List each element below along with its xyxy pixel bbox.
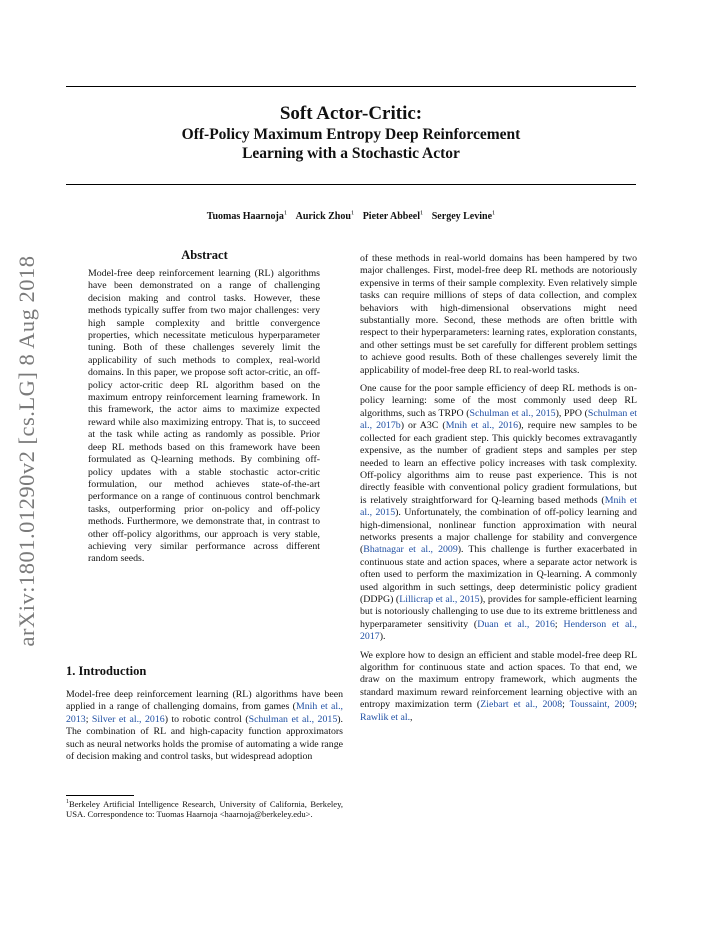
title-block <box>66 103 636 163</box>
right-column <box>360 253 637 730</box>
citation-link[interactable]: Ziebart et al., 2008 <box>480 699 563 711</box>
intro-paragraph: One cause for the poor sample efficiency of deep RL methods is on-policy learning: some of the most commonly used deep RL algorithms, such as TRPO (Schulman et al., 2015), PPO (Schulman et al., 2017b) or A3C (Mnih et al., 2016), require new samples to be collected for each gradient step. This quickly becomes extravagantly expensive, as the number of gradient steps and samples per step needed to learn an effective policy increases with task complexity. Off-policy algorithms aim to reuse past experience. This is not directly feasible with conventional policy gradient formulations, but is relatively straightforward for Q-learning based methods (Mnih et al., 2015). Unfortunately, the combination of off-policy learning and high-dimensional, nonlinear function approximation with neural networks presents a major challenge for stability and convergence (Bhatnagar et al., 2009). This challenge is further exacerbated in continuous state and action spaces, where a separate actor network is often used to perform the maximization in Q-learning. A commonly used algorithm in such settings, deep deterministic policy gradient (DDPG) (Lillicrap et al., 2015), provides for sample-efficient learning but is notoriously challenging to use due to its extreme brittleness and hyperparameter sensitivity (Duan et al., 2016; Henderson et al., 2017). <box>360 383 637 643</box>
abstract-heading: Abstract <box>181 248 228 262</box>
author: Pieter Abbeel$^1$ <box>362 210 424 223</box>
author: Aurick Zhou$^1$ <box>295 210 355 223</box>
abstract-body: Model-free deep reinforcement learning (RL) algorithms have been demonstrated on a range of challenging decision making and control tasks. However, these methods typically suffer from two major challenges: very high sample complexity and brittle convergence properties, which necessitate meticulous hyperparameter tuning. Both of these challenges severely limit the applicability of such methods to complex, real-world domains. In this paper, we propose soft actor-critic, an off-policy actor-critic deep RL algorithm based on the maximum entropy reinforcement learning framework. In this framework, the actor aims to maximize expected reward while also maximizing entropy. That is, to succeed at the task while acting as randomly as possible. Prior deep RL methods based on this framework have been formulated as Q-learning methods. By combining off-policy updates with a stable stochastic actor-critic formulation, our method achieves state-of-the-art performance on a range of continuous control benchmark tasks, outperforming prior on-policy and off-policy methods. Furthermore, we demonstrate that, in contrast to other off-policy algorithms, our approach is very stable, achieving very similar performance across different random seeds. <box>88 268 320 565</box>
left-column-intro <box>66 689 343 769</box>
citation-link[interactable]: Toussaint, 2009 <box>569 699 635 711</box>
intro-paragraph: of these methods in real-world domains has been hampered by two major challenges. First, model-free deep RL methods are notoriously expensive in terms of their sample complexity. Even relatively simple tasks can require millions of steps of data collection, and complex behaviors with high-dimensional observations might need substantially more. Second, these methods are often brittle with respect to their hyperparameters: learning rates, exploration constants, and other settings must be set carefully for different problem settings to achieve good results. Both of these challenges severely limit the applicability of model-free deep RL to real-world tasks. <box>360 253 637 376</box>
citation-link[interactable]: Schulman et al., 2015 <box>248 713 338 725</box>
citation-link[interactable]: Mnih et al., 2013 <box>66 701 343 725</box>
affiliation-footnote: $^1$Berkeley Artificial Intelligence Research, University of California, Berkeley, USA. Correspondence to: Tuomas Haarnoja <haarnoja@berkeley.edu>. <box>66 798 343 820</box>
citation-link[interactable]: Schulman et al., 2015 <box>469 407 556 419</box>
citation-link[interactable]: Lillicrap et al., 2015 <box>399 593 480 605</box>
paper-title: Soft Actor-Critic: <box>279 103 423 124</box>
citation-link[interactable]: Duan et al., 2016 <box>477 618 555 630</box>
citation-link[interactable]: Henderson et al., 2017 <box>360 618 637 643</box>
author: Tuomas Haarnoja$^1$ <box>206 210 288 223</box>
citation-link[interactable]: Rawlik et al. <box>360 711 411 723</box>
citation-link[interactable]: Bhatnagar et al., 2009 <box>363 544 458 556</box>
footnote-rule <box>66 795 134 796</box>
citation-link[interactable]: Schulman et al., 2017b <box>360 407 637 432</box>
citation-link[interactable]: Mnih et al., 2015 <box>360 494 637 519</box>
arxiv-stamp-text: arXiv:1801.01290v2 [cs.LG] 8 Aug 2018 <box>14 255 39 646</box>
title-top-rule <box>66 86 636 87</box>
citation-link[interactable]: Silver et al., 2016 <box>91 713 165 725</box>
paper-subtitle-line1: Off-Policy Maximum Entropy Deep Reinforcement <box>181 126 521 143</box>
author-list <box>66 210 636 222</box>
section-heading-introduction: 1. Introduction <box>66 664 147 678</box>
intro-paragraph: We explore how to design an efficient and stable model-free deep RL algorithm for continuous state and action spaces. To that end, we draw on the maximum entropy framework, which augments the standard maximum reward reinforcement learning objective with an entropy maximization term (Ziebart et al., 2008; Toussaint, 2009; Rawlik et al., <box>360 649 637 723</box>
intro-paragraph: Model-free deep reinforcement learning (RL) algorithms have been applied in a range of challenging domains, from games (Mnih et al., 2013; Silver et al., 2016) to robotic control (Schulman et al., 2015). The combination of RL and high-capacity function approximators such as neural networks holds the promise of automating a wide range of decision making and control tasks, but widespread adoption <box>66 689 343 763</box>
author: Sergey Levine$^1$ <box>431 210 496 223</box>
title-bottom-rule <box>66 184 636 185</box>
arxiv-stamp <box>7 248 47 653</box>
citation-link[interactable]: Mnih et al., 2016 <box>445 420 519 432</box>
paper-subtitle-line2: Learning with a Stochastic Actor <box>242 145 460 162</box>
